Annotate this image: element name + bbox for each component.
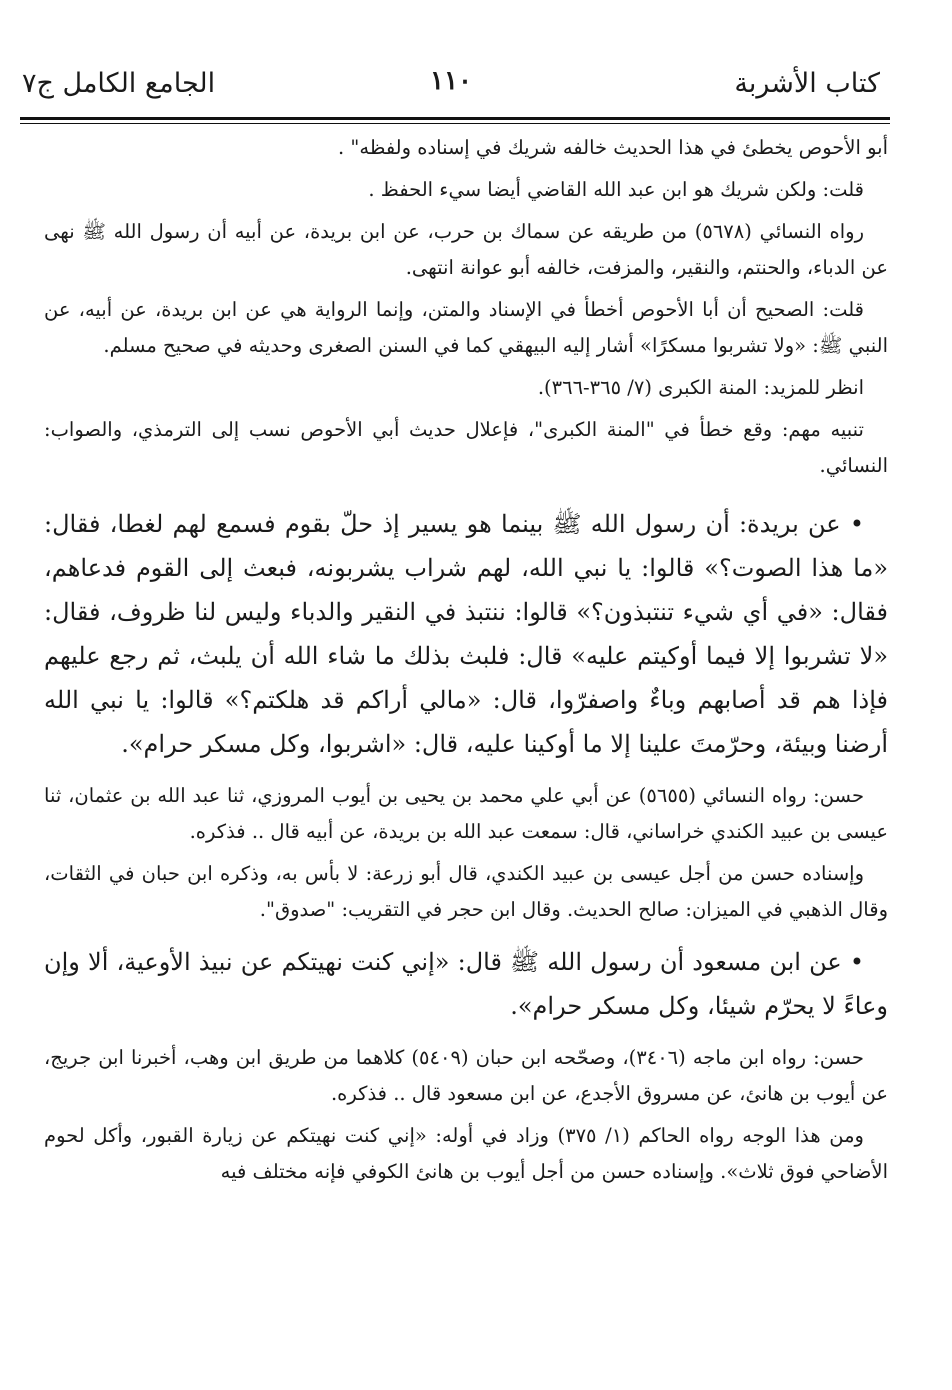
paragraph-isnad: ومن هذا الوجه رواه الحاكم (١/ ٣٧٥) وزاد في أوله: «إني كنت نهيتكم عن زيارة القبور، وأكل لحوم الأضاحي فوق ثلاث». وإسناده حسن من أجل أيوب بن هانئ الكوفي فإنه مختلف فيه	[44, 1124, 888, 1183]
series-title: الجامع الكامل ج٧	[22, 68, 216, 99]
paragraph-warning: تنبيه مهم: وقع خطأ في "المنة الكبرى"، فإعلال حديث أبي الأحوص نسب إلى الترمذي، والصواب: النسائي.	[44, 418, 888, 477]
paragraph-note: قلت: الصحيح أن أبا الأحوص أخطأ في الإسناد والمتن، وإنما الرواية هي عن ابن بريدة، عن أبيه، عن النبي ﷺ: «ولا تشربوا مسكرًا» أشار إليه البيهقي كما في السنن الصغرى وحديثه في صحيح مسلم.	[44, 298, 888, 357]
paragraph-grading: حسن: رواه ابن ماجه (٣٤٠٦)، وصحّحه ابن حبان (٥٤٠٩) كلاهما من طريق ابن وهب، أخبرنا ابن جريج، عن أيوب بن هانئ، عن مسروق الأجدع، عن ابن مسعود قال .. فذكره.	[44, 1046, 888, 1105]
page-body	[44, 130, 888, 1190]
book-title: كتاب الأشربة	[734, 68, 880, 99]
hadith-text: • عن بريدة: أن رسول الله ﷺ بينما هو يسير إذ حلّ بقوم فسمع لهم لغطا، فقال: «ما هذا الصوت؟» قالوا: يا نبي الله، لهم شراب يشربونه، فبعث إلى القوم فدعاهم، فقال: «في أي شيء تنتبذون؟» قالوا: ننتبذ في النقير والدباء وليس لنا ظروف، فقال: «لا تشربوا إلا فيما أوكيتم عليه» قال: فلبث بذلك ما شاء الله أن يلبث، ثم رجع عليهم فإذا هم قد أصابهم وباءٌ واصفرّوا، قال: «مالي أراكم قد هلكتم؟» قالوا: يا نبي الله أرضنا وبيئة، وحرّمتَ علينا إلا ما أوكينا عليه، قال: «اشربوا، وكل مسكر حرام».	[44, 510, 889, 758]
header-rule	[20, 117, 890, 120]
page-header	[22, 62, 880, 110]
paragraph-note: قلت: ولكن شريك هو ابن عبد الله القاضي أيضا سيء الحفظ .	[368, 178, 864, 201]
paragraph-narration: رواه النسائي (٥٦٧٨) من طريقه عن سماك بن حرب، عن ابن بريدة، عن أبيه أن رسول الله ﷺ نهى عن الدباء، والحنتم، والنقير، والمزفت، خالفه أبو عوانة انتهى.	[44, 220, 888, 279]
page-number: ١١٠	[430, 66, 472, 96]
paragraph-reference: انظر للمزيد: المنة الكبرى (٧/ ٣٦٥-٣٦٦).	[537, 376, 864, 399]
paragraph-continuation: أبو الأحوص يخطئ في هذا الحديث خالفه شريك في إسناده ولفظه" .	[338, 136, 888, 159]
header-rule-thin	[20, 123, 890, 124]
hadith-text: • عن ابن مسعود أن رسول الله ﷺ قال: «إني كنت نهيتكم عن نبيذ الأوعية، ألا وإن وعاءً لا يحرّم شيئا، وكل مسكر حرام».	[44, 948, 888, 1020]
paragraph-grading: حسن: رواه النسائي (٥٦٥٥) عن أبي علي محمد بن يحيى بن أيوب المروزي، ثنا عبد الله بن عثمان، ثنا عيسى بن عبيد الكندي خراساني، قال: سمعت عبد الله بن بريدة، عن أبيه قال .. فذكره.	[44, 784, 888, 843]
paragraph-isnad: وإسناده حسن من أجل عيسى بن عبيد الكندي، قال أبو زرعة: لا بأس به، وذكره ابن حبان في الثقات، وقال الذهبي في الميزان: صالح الحديث. وقال ابن حجر في التقريب: "صدوق".	[44, 862, 888, 921]
